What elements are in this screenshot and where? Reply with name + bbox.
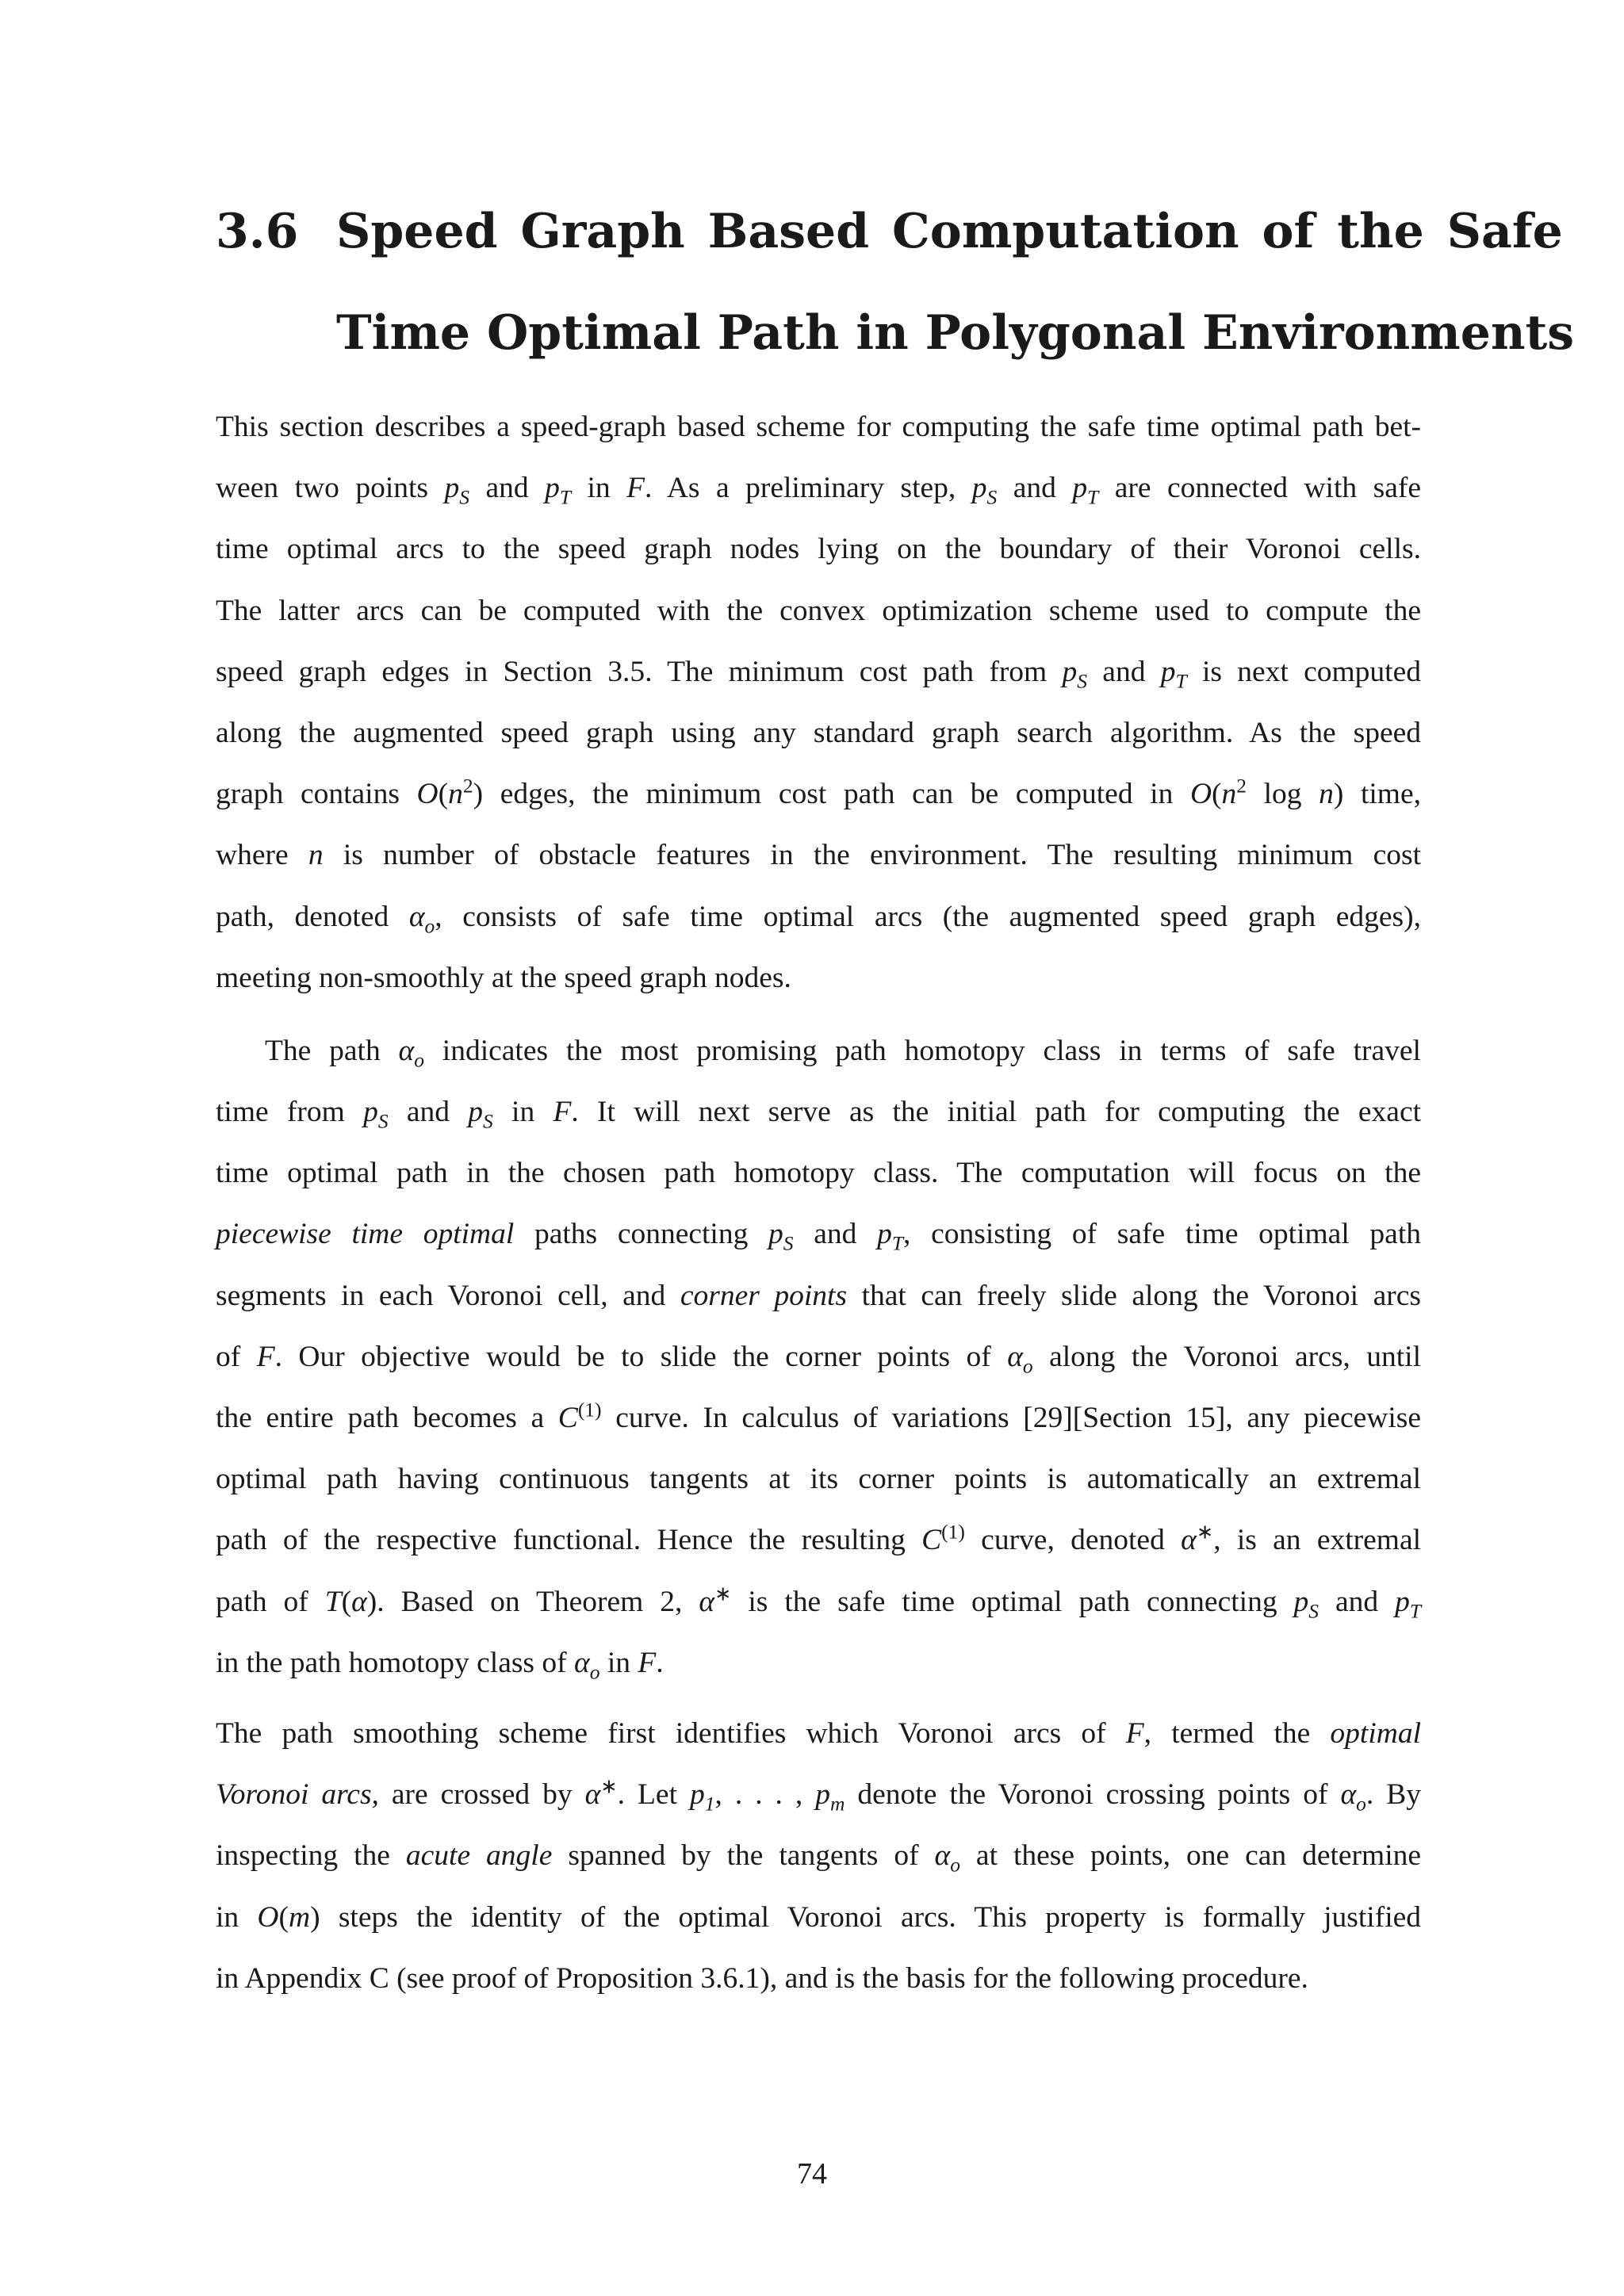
- text-line: ween two points $p_S$ and $p_T$ in F. As a preliminary step, $p_S$ and $p_T$ are connected with safe: [216, 472, 1421, 509]
- text-line: The latter arcs can be computed with the convex optimization scheme used to compute the: [216, 594, 1421, 627]
- text-line: The path smoothing scheme first identifies which Voronoi arcs of F, termed the optimal: [216, 1716, 1421, 1750]
- text-line: in Appendix C (see proof of Proposition 3.6.1), and is the basis for the following procedure.: [216, 1961, 1308, 1995]
- text-line: along the augmented speed graph using any standard graph search algorithm. As the speed: [216, 716, 1421, 749]
- text-line: time from $p_S$ and $p_S$ in F. It will next serve as the initial path for computing the exact: [216, 1096, 1422, 1133]
- text-line: segments in each Voronoi cell, and corner points that can freely slide along the Voronoi arcs: [216, 1279, 1421, 1312]
- paragraph-1: [216, 396, 1421, 1008]
- text-line: path of T(α). Based on Theorem 2, α∗ is the safe time optimal path connecting $p_S$ and $p_T$: [216, 1582, 1422, 1623]
- text-line: time optimal arcs to the speed graph nodes lying on the boundary of their Voronoi cells.: [216, 533, 1421, 566]
- text-line: graph contains $O(n^2)$ edges, the minimum cost path can be computed in $O(n^2$ log n) time,: [216, 774, 1421, 811]
- section-number: 3.6: [216, 204, 299, 259]
- text-line: piecewise time optimal paths connecting $p_S$ and $p_T$, consisting of safe time optimal path: [216, 1218, 1421, 1255]
- text-line: of F. Our objective would be to slide the corner points of $\alpha_o$ along the Voronoi arcs, until: [216, 1340, 1421, 1378]
- section-title: [336, 181, 1575, 384]
- body-text: [216, 396, 1421, 2009]
- paragraph-2: [216, 1020, 1421, 1693]
- text-line: The path $\alpha_o$ indicates the most promising path homotopy class in terms of safe travel: [265, 1034, 1421, 1072]
- paragraph-3: [216, 1703, 1421, 2009]
- text-line: meeting non-smoothly at the speed graph nodes.: [216, 961, 791, 994]
- text-line: path, denoted $\alpha_o$, consists of safe time optimal arcs (the augmented speed graph edges),: [216, 900, 1421, 937]
- text-line: inspecting the acute angle spanned by the tangents of $\alpha_o$ at these points, one can determine: [216, 1839, 1422, 1877]
- section-title-line-1: Speed Graph Based Computation of the Safe: [336, 204, 1563, 259]
- text-line: in the path homotopy class of $\alpha_o$ in F.: [216, 1646, 664, 1684]
- text-line: speed graph edges in Section 3.5. The minimum cost path from $p_S$ and $p_T$ is next computed: [216, 655, 1421, 693]
- text-line: Voronoi arcs, are crossed by α∗. Let $p_1$, . . . , $p_m$ denote the Voronoi crossing points of $\alpha_o$. By: [216, 1774, 1422, 1816]
- text-line: in O(m) steps the identity of the optimal Voronoi arcs. This property is formally justified: [216, 1900, 1422, 1934]
- section-title-line-2: Time Optimal Path in Polygonal Environments: [336, 305, 1575, 361]
- text-line: where n is number of obstacle features in the environment. The resulting minimum cost: [216, 839, 1421, 872]
- text-line: time optimal path in the chosen path homotopy class. The computation will focus on the: [216, 1157, 1421, 1190]
- text-line: This section describes a speed-graph based scheme for computing the safe time optimal path bet-: [216, 411, 1421, 443]
- text-line: optimal path having continuous tangents at its corner points is automatically an extremal: [216, 1463, 1421, 1496]
- text-line: path of the respective functional. Hence the resulting $C^{(1)}$ curve, denoted α∗, is an extremal: [216, 1520, 1422, 1557]
- page-number: 74: [797, 2157, 827, 2191]
- text-line: the entire path becomes a $C^{(1)}$ curve. In calculus of variations [29][Section 15], any piecewise: [216, 1398, 1421, 1434]
